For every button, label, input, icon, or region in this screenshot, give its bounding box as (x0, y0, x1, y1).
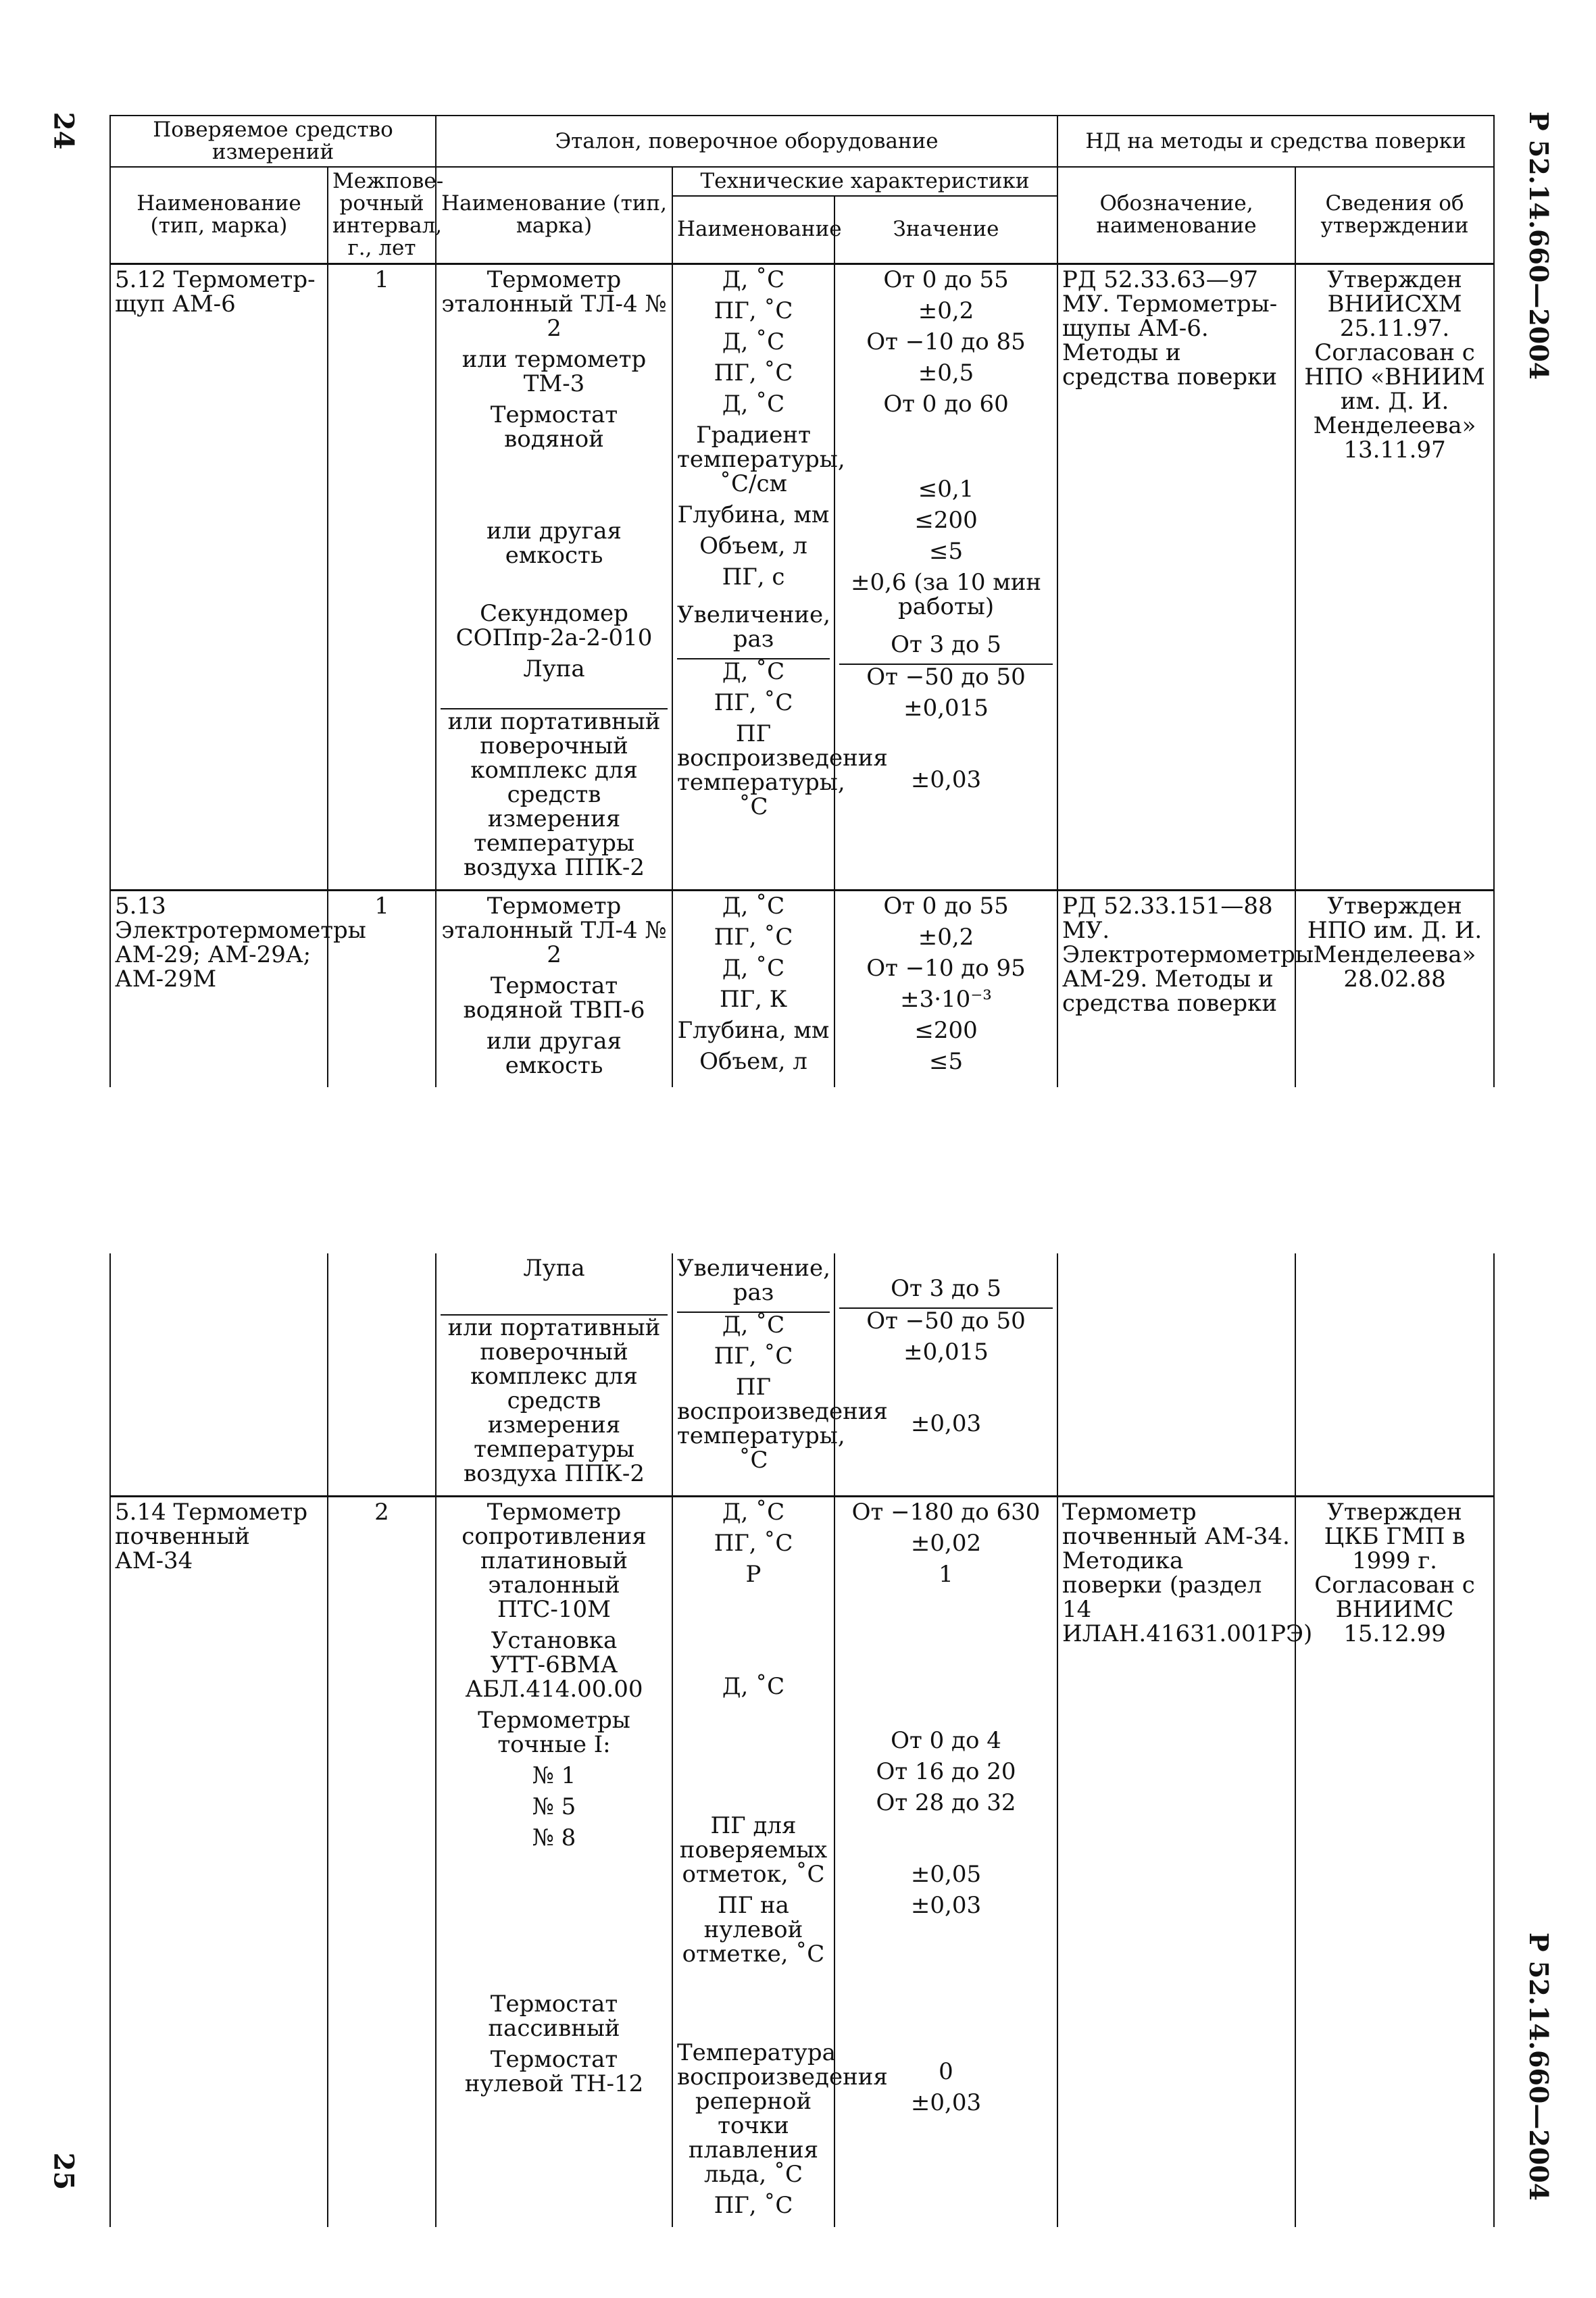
tech-value-cell: От 0 до 60 (883, 390, 1009, 418)
tech-value-cell: ±0,2 (918, 923, 974, 951)
tech-name-cell: Д, ˚С (722, 954, 785, 982)
etalon-cell: Термометр эталонный ТЛ-4 № 2 (441, 892, 667, 968)
etalon-cell: или термометр ТМ-3 (462, 345, 647, 397)
tech-value-cell: ±0,03 (910, 766, 982, 793)
tech-name-cell: ПГ, ˚С (714, 1343, 793, 1370)
etalon-cell: Термостат водяной ТВП-6 (463, 972, 645, 1024)
tech-name-cell: ПГ воспроизведения температуры, ˚С (677, 1374, 888, 1474)
page-number-left: 24 (47, 111, 80, 150)
etalon-cell: Секундомер СОПпр-2а-2-010 (455, 599, 653, 651)
header-interval: Межпове-рочный интервал, г., лет (328, 167, 436, 264)
tech-name-cell: ПГ, с (722, 563, 785, 591)
tech-name-cell: Д, ˚С (722, 1499, 785, 1526)
etalon-cell: Термометры точные I: (478, 1707, 630, 1758)
tech-value-cell: ±0,015 (903, 1339, 989, 1366)
nd-5-13: РД 52.33.151—88 МУ. Электротермометры АМ-29. Методы и средства поверки (1057, 890, 1295, 1087)
etalon-cell: или портативный поверочный комплекс для средств измерения температуры воздуха ППК-2 (441, 1314, 668, 1486)
tech-value-cell: От 16 до 20 (876, 1758, 1016, 1785)
tech-value-cell: ≤5 (928, 1047, 964, 1075)
tech-name-cell: ПГ для поверяемых отметок, ˚С (679, 1812, 828, 1888)
item-5-13: 5.13 Электротермометры АМ-29; АМ-29А; АМ-29М (110, 890, 328, 1087)
tech-value-cell: ±0,6 (за 10 мин работы) (850, 568, 1042, 620)
tech-name-cell: Градиент температуры, ˚С/см (677, 421, 845, 497)
tech-name-cell: Д, ˚С (722, 328, 785, 355)
tech-name-cell: Глубина, мм (677, 1016, 830, 1044)
tech-value-cell: ±0,2 (918, 297, 974, 324)
tech-name-cell: Увеличение, раз (677, 1255, 830, 1306)
tech-name-cell: Р (745, 1561, 762, 1588)
tech-name-cell: ПГ, К (719, 985, 788, 1013)
page-number-right: 25 (47, 2152, 80, 2191)
tech-value-cell: ≤0,1 (918, 475, 974, 503)
header-name: Наименование (тип, марка) (110, 167, 328, 264)
tech-value-cell: ±0,05 (910, 1861, 982, 1888)
header-tech-name: Наименование (672, 196, 834, 264)
tech-name-cell: Д, ˚С (722, 1673, 785, 1700)
nd-5-14: Термометр почвенный АМ-34. Методика поверки (раздел 14 ИЛАН.41631.001РЭ) (1057, 1497, 1295, 2228)
tech-value-cell: От 0 до 55 (883, 892, 1009, 920)
tech-name-cell: Д, ˚С (677, 1312, 830, 1337)
tech-name-cell: Объем, л (699, 1047, 807, 1075)
tech-name-cell: Температура воспроизведения реперной точки плавления льда, ˚С (677, 2039, 888, 2188)
tech-name-cell: Д, ˚С (722, 266, 785, 293)
tech-name-cell: ПГ, ˚С (714, 297, 793, 324)
approval-5-13: Утвержден НПО им. Д. И. Менделеева» 28.02.88 (1295, 890, 1494, 1087)
tech-name-cell: ПГ, ˚С (714, 689, 793, 716)
table-top (109, 115, 1495, 1087)
tech-value-cell: ±3·10⁻³ (900, 985, 992, 1013)
tech-value-cell: От 0 до 4 (891, 1727, 1001, 1754)
doc-code-top: Р 52.14.660—2004 (1524, 111, 1554, 380)
tech-name-cell: ПГ на нулевой отметке, ˚С (682, 1892, 825, 1968)
interval-5-13: 1 (328, 890, 436, 1087)
tech-value-cell: 0 (939, 2058, 953, 2085)
header-group-measured: Поверяемое средство измерений (110, 116, 436, 167)
header-tech-value: Значение (834, 196, 1057, 264)
tech-value-cell: От −10 до 95 (866, 954, 1026, 982)
tech-name-cell: ПГ, ˚С (714, 359, 793, 386)
etalon-cell: Термостат пассивный (488, 1991, 620, 2042)
header-nd-designation: Обозначение, наименование (1057, 167, 1295, 264)
interval-5-14: 2 (328, 1497, 436, 2228)
tech-name-cell: Глубина, мм (677, 501, 830, 528)
header-nd-approval: Сведения об утверждении (1295, 167, 1494, 264)
etalon-cell: Термостат нулевой ТН-12 (464, 2046, 644, 2097)
tech-value-cell: ±0,03 (910, 2089, 982, 2116)
tech-value-cell: От 3 до 5 (891, 630, 1001, 658)
etalon-cell: Термометр эталонный ТЛ-4 № 2 (441, 266, 667, 342)
tech-value-cell: ±0,015 (903, 694, 989, 722)
item-5-14: 5.14 Термометр почвенный АМ-34 (110, 1497, 328, 2228)
tech-name-cell: Объем, л (699, 532, 807, 559)
tech-name-cell: ПГ, ˚С (714, 923, 793, 951)
approval-5-14: Утвержден ЦКБ ГМП в 1999 г. Согласован с ВНИИМС 15.12.99 (1295, 1497, 1494, 2228)
tech-value-cell: От 3 до 5 (891, 1275, 1001, 1302)
etalon-cell: Установка УТТ-6ВМА АБЛ.414.00.00 (465, 1627, 643, 1703)
interval-5-12: 1 (328, 264, 436, 890)
tech-value-cell: От −180 до 630 (851, 1499, 1041, 1526)
etalon-cell: Лупа (523, 1255, 585, 1282)
etalon-cell: № 1 (532, 1762, 576, 1789)
header-group-nd: НД на методы и средства поверки (1057, 116, 1494, 167)
tech-name-cell: Д, ˚С (722, 390, 785, 418)
tech-name-cell: Д, ˚С (677, 658, 830, 684)
tech-value-cell: От 28 до 32 (876, 1789, 1016, 1816)
tech-name-cell: ПГ, ˚С (714, 1530, 793, 1557)
etalon-cell: или портативный поверочный комплекс для средств измерения температуры воздуха ППК-2 (441, 708, 668, 880)
tech-value-cell: От 0 до 55 (883, 266, 1009, 293)
item-5-12: 5.12 Термометр-щуп АМ-6 (110, 264, 328, 890)
tech-value-cell: 1 (939, 1561, 953, 1588)
header-etalon-name: Наименование (тип, марка) (436, 167, 672, 264)
etalon-cell: № 8 (532, 1824, 576, 1851)
tech-value-cell: От −50 до 50 (839, 1307, 1053, 1333)
tech-name-cell: Д, ˚С (722, 892, 785, 920)
tech-name-cell: ПГ воспроизведения температуры, ˚С (677, 720, 888, 820)
tech-value-cell: От −10 до 85 (866, 328, 1026, 355)
approval-5-12: Утвержден ВНИИСХМ 25.11.97. Согласован с НПО «ВНИИМ им. Д. И. Менделеева» 13.11.97 (1295, 264, 1494, 890)
doc-code-bottom: Р 52.14.660—2004 (1524, 1932, 1554, 2201)
nd-5-12: РД 52.33.63—97 МУ. Термометры-щупы АМ-6. Методы и средства поверки (1057, 264, 1295, 890)
etalon-cell: Лупа (523, 655, 585, 682)
tech-value-cell: ≤5 (928, 537, 964, 565)
etalon-cell: № 5 (532, 1793, 576, 1820)
etalon-cell: или другая емкость (487, 517, 622, 569)
table-bottom (109, 1253, 1495, 2227)
tech-value-cell: ±0,02 (910, 1530, 982, 1557)
etalon-cell: или другая емкость (487, 1027, 622, 1079)
tech-value-cell: ≤200 (914, 1016, 978, 1044)
header-group-etalon: Эталон, поверочное оборудование (436, 116, 1057, 167)
tech-name-cell: ПГ, ˚С (714, 2192, 793, 2219)
tech-value-cell: ±0,03 (910, 1892, 982, 1919)
tech-value-cell: ≤200 (914, 506, 978, 534)
etalon-cell: Термометр сопротивления платиновый эталонный ПТС-10М (462, 1499, 647, 1623)
header-tech: Технические характеристики (672, 167, 1057, 196)
tech-value-cell: ±0,5 (918, 359, 974, 386)
tech-name-cell: Увеличение, раз (677, 601, 830, 653)
etalon-cell: Термостат водяной (490, 401, 618, 453)
tech-value-cell: ±0,03 (910, 1410, 982, 1437)
tech-value-cell: От −50 до 50 (839, 664, 1053, 689)
